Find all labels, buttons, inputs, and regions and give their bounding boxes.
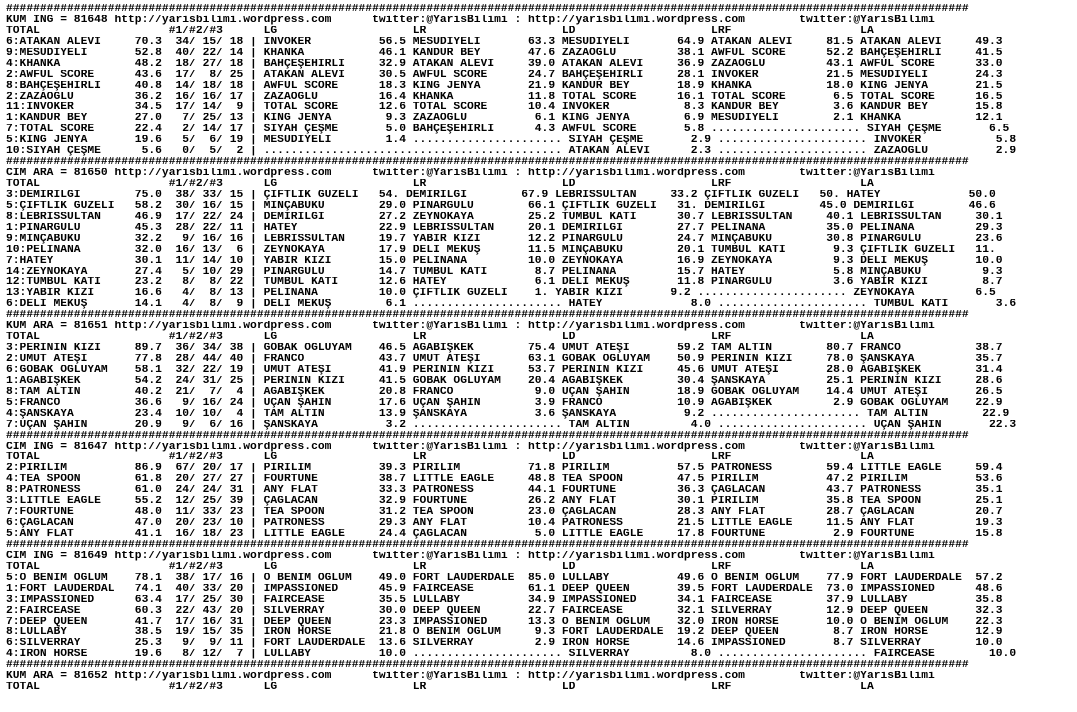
section-divider: ############################################################################################################################################## bbox=[6, 4, 969, 15]
horse-row: 8:TAM ALTIN 40.2 21/ 7/ 4 | AĞABİŞKEK 20.8 FRANCO 9.0 UÇAN ŞAHİN 18.9 GOBAK OĞLUYAM 14.4 UMUT ATEŞİ 26.5 bbox=[6, 386, 1003, 398]
horse-row: 13:YABİR KIZI 16.6 4/ 8/ 13 | PELİNANA 10.0 ÇİFTLİK GÜZELİ 1. YABİR KIZI 9.2 ...................... ZEYNOKAYA 6.5 bbox=[6, 288, 996, 300]
race-statistics-document bbox=[6, 4, 1073, 708]
race-header-line: KUM ARA = 81651 http://yarisbilimi.wordpress.com twitter:@YarisBilimi : http://yarisbilimi.wordpress.com twitter:@YarisBilimi bbox=[6, 321, 935, 333]
horse-row: 2:FAIRCEASE 60.3 22/ 43/ 20 | SILVERRAY 30.0 DEEP QUEEN 22.7 FAIRCEASE 32.1 SILVERRAY 12.9 DEEP QUEEN 32.3 bbox=[6, 605, 1003, 617]
race-header-line: CIM ING = 81649 http://yarisbilimi.wordpress.com twitter:@YarisBilimi : http://yarisbilimi.wordpress.com twitter:@YarisBilimi bbox=[6, 550, 935, 562]
horse-row: 6:GOBAK OĞLUYAM 58.1 32/ 22/ 19 | UMUT ATEŞİ 41.9 PERİNİN KIZI 53.7 PERİNİN KIZI 45.6 UMUT ATEŞİ 28.0 AĞABİŞKEK 31.4 bbox=[6, 364, 1003, 376]
horse-row: 6:ÇAĞLACAN 47.0 20/ 23/ 10 | PATRONESS 29.3 ANY FLAT 10.4 PATRONESS 21.5 LITTLE EAGLE 11.5 ANY FLAT 19.3 bbox=[6, 518, 1003, 529]
horse-row: 12:TUMBUL KATI 23.2 8/ 8/ 22 | TUMBUL KATI 12.6 HATEY 6.1 DELİ MEKUŞ 11.8 PINARGÜLÜ 3.6 YABİR KIZI 8.7 bbox=[6, 277, 1003, 289]
horse-row: 10:SİYAH ÇEŞME 5.6 0/ 5/ 2 | ............................................ ATAKAN ALEVİ 2.3 ...................... ZAZAOĞLU 2.9 bbox=[6, 146, 1017, 158]
horse-row: 5:FRANCO 36.6 9/ 16/ 24 | UÇAN ŞAHİN 17.6 UÇAN ŞAHİN 3.9 FRANCO 10.9 AĞABİŞKEK 2.9 GOBAK OĞLUYAM 22.9 bbox=[6, 397, 1003, 409]
horse-row: 9:MESUDİYELİ 52.8 40/ 22/ 14 | KHANKA 46.1 KANDUR BEY 47.6 ZAZAOĞLU 38.1 AWFUL SCORE 52.2 BAHÇEŞEHİRLİ 41.5 bbox=[6, 47, 1003, 59]
horse-row: 6:ATAKAN ALEVİ 70.3 34/ 15/ 18 | INVOKER 56.5 MESUDİYELİ 63.3 MESUDİYELİ 64.9 ATAKAN ALEVİ 81.5 ATAKAN ALEVİ 49.3 bbox=[6, 36, 1003, 48]
horse-row: 1:AĞABİŞKEK 54.2 24/ 31/ 25 | PERİNİN KIZI 41.5 GOBAK OĞLUYAM 20.4 AĞABİŞKEK 30.4 ŞANSKAYA 25.1 PERİNİN KIZI 28.6 bbox=[6, 375, 1003, 387]
horse-row: 11:INVOKER 34.5 17/ 14/ 9 | TOTAL SCORE 12.6 TOTAL SCORE 10.4 INVOKER 8.3 KANDUR BEY 3.6 KANDUR BEY 15.8 bbox=[6, 102, 1003, 114]
horse-row: 2:ZAZAOĞLU 36.2 16/ 16/ 17 | ZAZAOĞLU 16.4 KHANKA 11.8 TOTAL SCORE 16.1 TOTAL SCORE 6.5 TOTAL SCORE 16.5 bbox=[6, 91, 1003, 103]
horse-row: 5:KING JENYA 19.6 5/ 6/ 19 | MESUDİYELİ 1.4 ...................... SİYAH ÇEŞME 2.9 ...................... INVOKER 5.8 bbox=[6, 135, 1017, 147]
horse-row: 1:FORT LAUDERDAL 74.1 40/ 33/ 20 | IMPASSIONED 45.9 FAIRCEASE 61.1 DEEP QUEEN 39.5 FORT LAUDERDALE 73.0 IMPASSIONED 48.6 bbox=[6, 583, 1003, 595]
horse-row: 8:LULLABY 38.5 19/ 15/ 35 | IRON HORSE 21.8 O BENİM OĞLUM 9.3 FORT LAUDERDALE 19.2 DEEP QUEEN 8.7 IRON HORSE 12.9 bbox=[6, 627, 1003, 639]
horse-row: 7:DEEP QUEEN 41.7 17/ 16/ 31 | DEEP QUEEN 23.3 IMPASSIONED 13.3 O BENİM OĞLUM 32.0 IRON HORSE 10.0 O BENİM OĞLUM 22.3 bbox=[6, 616, 1003, 628]
column-header-line: TOTAL #1/#2/#3 LG LR LD LRF LA bbox=[6, 179, 874, 190]
horse-row: 6:DELİ MEKUŞ 14.1 4/ 8/ 9 | DELİ MEKUŞ 6.1 ...................... HATEY 8.0 ...................... TUMBUL KATI 3.6 bbox=[6, 299, 1017, 311]
horse-row: 3:DEMİRİLGİ 75.0 38/ 33/ 15 | ÇİFTLİK GÜZELİ 54. DEMİRİLGİ 67.9 LEBRİSSULTAN 33.2 ÇİFTLİK GÜZELİ 50. HATEY 50.0 bbox=[6, 189, 996, 201]
horse-row: 8:BAHÇEŞEHİRLİ 40.8 14/ 18/ 18 | AWFUL SCORE 18.3 KING JENYA 21.9 KANDUR BEY 18.9 KHANKA 18.0 KING JENYA 21.5 bbox=[6, 80, 1003, 92]
horse-row: 5:ÇİFTLİK GÜZELİ 58.2 30/ 16/ 15 | MİNÇABÜKÜ 29.0 PINARGÜLÜ 66.1 ÇİFTLİK GÜZELİ 31. DEMİRİLGİ 45.0 DEMİRİLGİ 46.6 bbox=[6, 200, 996, 212]
horse-row: 4:TEA SPOON 61.8 20/ 27/ 27 | FOURTUNE 38.7 LITTLE EAGLE 48.8 TEA SPOON 47.5 PIRILIM 47.2 PIRILIM 53.6 bbox=[6, 474, 1003, 486]
horse-row: 3:LITTLE EAGLE 55.2 12/ 25/ 39 | ÇAĞLACAN 32.9 FOURTUNE 26.2 ANY FLAT 30.1 PIRILIM 35.8 TEA SPOON 25.1 bbox=[6, 496, 1003, 508]
race-header-line: KUM ING = 81648 http://yarisbilimi.wordpress.com twitter:@YarisBilimi : http://yarisbilimi.wordpress.com twitter:@YarisBilimi bbox=[6, 14, 935, 26]
horse-row: 10:PELİNANA 32.0 16/ 13/ 6 | ZEYNOKAYA 17.9 DELİ MEKUŞ 11.5 MİNÇABÜKÜ 20.1 TUMBUL KATI 9.3 ÇİFTLİK GÜZELİ 11. bbox=[6, 244, 996, 256]
race-header-line: CIM ARA = 81650 http://yarisbilimi.wordpress.com twitter:@YarisBilimi : http://yarisbilimi.wordpress.com twitter:@YarisBilimi bbox=[6, 168, 935, 179]
horse-row: 6:SILVERRAY 25.3 9/ 9/ 11 | FORT LAUDERDALE 13.6 SILVERRAY 2.9 IRON HORSE 14.6 IMPASSIONED 8.7 SILVERRAY 10.0 bbox=[6, 638, 1003, 650]
horse-row: 2:AWFUL SCORE 43.6 17/ 8/ 25 | ATAKAN ALEVİ 30.5 AWFUL SCORE 24.7 BAHÇEŞEHİRLİ 28.1 INVOKER 21.5 MESUDİYELİ 24.3 bbox=[6, 69, 1003, 81]
section-divider: ############################################################################################################################################## bbox=[6, 430, 969, 442]
horse-row: 9:MINÇABÜKÜ 32.2 9/ 16/ 16 | LEBRİSSULTAN 19.7 YABİR KIZI 12.2 PINARGÜLÜ 24.7 MİNÇABÜKÜ 30.8 PINARGÜLÜ 23.6 bbox=[6, 233, 1003, 245]
horse-row: 14:ZEYNOKAYA 27.4 5/ 10/ 29 | PINARGÜLÜ 14.7 TUMBUL KATI 8.7 PELİNANA 15.7 HATEY 5.8 MİNÇABÜKÜ 9.3 bbox=[6, 266, 1003, 278]
race-header-line: KUM ARA = 81652 http://yarisbilimi.wordpress.com twitter:@YarisBilimi : http://yarisbilimi.wordpress.com twitter:@YarisBilimi bbox=[6, 671, 935, 683]
horse-row: 2:PIRILIM 86.9 67/ 20/ 17 | PIRILIM 39.3 PIRILIM 71.8 PIRILIM 57.5 PATRONESS 59.4 LITTLE EAGLE 59.4 bbox=[6, 463, 1003, 475]
section-divider: ############################################################################################################################################## bbox=[6, 157, 969, 169]
horse-row: 5:ANY FLAT 41.1 16/ 18/ 23 | LITTLE EAGLE 24.4 ÇAĞLACAN 5.0 LITTLE EAGLE 17.8 FOURTUNE 2.9 FOURTUNE 15.8 bbox=[6, 529, 1003, 540]
column-header-line: TOTAL #1/#2/#3 LG LR LD LRF LA bbox=[6, 452, 874, 464]
horse-row: 3:IMPASSIONED 63.4 17/ 25/ 30 | FAIRCEASE 35.5 LULLABY 34.9 IMPASSIONED 34.1 FAIRCEASE 37.9 LULLABY 35.8 bbox=[6, 594, 1003, 606]
horse-row: 7:UÇAN ŞAHİN 20.9 9/ 6/ 16 | ŞANSKAYA 3.2 ...................... TAM ALTIN 4.0 ...................... UÇAN ŞAHİN 22.3 bbox=[6, 419, 1017, 431]
column-header-line: TOTAL #1/#2/#3 LG LR LD LRF LA bbox=[6, 682, 874, 694]
horse-row: 5:O BENİM OĞLUM 78.1 38/ 17/ 16 | O BENİM OĞLUM 49.0 FORT LAUDERDALE 85.0 LULLABY 49.6 O BENİM OĞLUM 77.9 FORT LAUDERDALE 57.2 bbox=[6, 572, 1003, 584]
horse-row: 4:ŞANSKAYA 23.4 10/ 10/ 4 | TAM ALTIN 13.9 ŞANSKAYA 3.6 ŞANSKAYA 9.2 ...................... TAM ALTIN 22.9 bbox=[6, 408, 1010, 420]
race-header-line: CIM ING = 81647 http://yarisbilimi.wordpress.com twitter:@YarisBilimi : http://yarisbilimi.wordpress.com twitter:@YarisBilimi bbox=[6, 441, 935, 453]
horse-row: 2:UMUT ATEŞİ 77.8 28/ 44/ 40 | FRANCO 43.7 UMUT ATEŞİ 63.1 GOBAK OĞLUYAM 50.9 PERİNİN KIZI 78.0 ŞANSKAYA 35.7 bbox=[6, 354, 1003, 365]
horse-row: 1:KANDUR BEY 27.0 7/ 25/ 13 | KING JENYA 9.3 ZAZAOĞLU 6.1 KING JENYA 6.9 MESUDİYELİ 2.1 KHANKA 12.1 bbox=[6, 113, 1003, 125]
horse-row: 4:KHANKA 48.2 18/ 27/ 18 | BAHÇEŞEHİRLİ 32.9 ATAKAN ALEVİ 39.0 ATAKAN ALEVİ 36.9 ZAZAOĞLU 43.1 AWFUL SCORE 33.0 bbox=[6, 58, 1003, 70]
section-divider: ############################################################################################################################################## bbox=[6, 539, 969, 551]
horse-row: 7:HATEY 30.1 11/ 14/ 10 | YABİR KIZI 15.0 PELİNANA 10.0 ZEYNOKAYA 16.9 ZEYNOKAYA 9.3 DELİ MEKUŞ 10.0 bbox=[6, 255, 1003, 267]
section-divider: ############################################################################################################################################## bbox=[6, 310, 969, 322]
horse-row: 4:IRON HORSE 19.6 8/ 12/ 7 | LULLABY 10.0 ...................... SILVERRAY 8.0 ...................... FAIRCEASE 10.0 bbox=[6, 649, 1017, 661]
horse-row: 1:PINARGÜLÜ 45.3 28/ 22/ 11 | HATEY 22.9 LEBRİSSULTAN 20.1 DEMİRİLGİ 27.7 PELİNANA 35.0 PELİNANA 29.3 bbox=[6, 222, 1003, 234]
horse-row: 7:FOURTUNE 48.0 11/ 33/ 23 | TEA SPOON 31.2 TEA SPOON 23.0 ÇAĞLACAN 28.3 ANY FLAT 28.7 ÇAĞLACAN 20.7 bbox=[6, 507, 1003, 519]
section-divider: ############################################################################################################################################## bbox=[6, 660, 969, 672]
column-header-line: TOTAL #1/#2/#3 LG LR LD LRF LA bbox=[6, 332, 874, 344]
horse-row: 8:PATRONESS 61.0 24/ 24/ 31 | ANY FLAT 33.3 PATRONESS 44.1 FOURTUNE 36.3 ÇAĞLACAN 43.7 PATRONESS 35.1 bbox=[6, 485, 1003, 497]
horse-row: 3:PERİNİN KIZI 89.7 36/ 34/ 38 | GOBAK OĞLUYAM 46.5 AĞABİŞKEK 75.4 UMUT ATEŞİ 59.2 TAM ALTIN 80.7 FRANCO 38.7 bbox=[6, 343, 1003, 354]
column-header-line: TOTAL #1/#2/#3 LG LR LD LRF LA bbox=[6, 561, 874, 573]
horse-row: 8:LEBRİSSULTAN 46.9 17/ 22/ 24 | DEMİRİLGİ 27.2 ZEYNOKAYA 25.2 TUMBUL KATI 30.7 LEBRİSSULTAN 40.1 LEBRİSSULTAN 30.1 bbox=[6, 211, 1003, 223]
column-header-line: TOTAL #1/#2/#3 LG LR LD LRF LA bbox=[6, 25, 874, 37]
horse-row: 7:TOTAL SCORE 22.4 2/ 14/ 17 | SİYAH ÇEŞME 5.0 BAHÇEŞEHİRLİ 4.3 AWFUL SCORE 5.8 ...................... SİYAH ÇEŞME 6.5 bbox=[6, 124, 1010, 136]
